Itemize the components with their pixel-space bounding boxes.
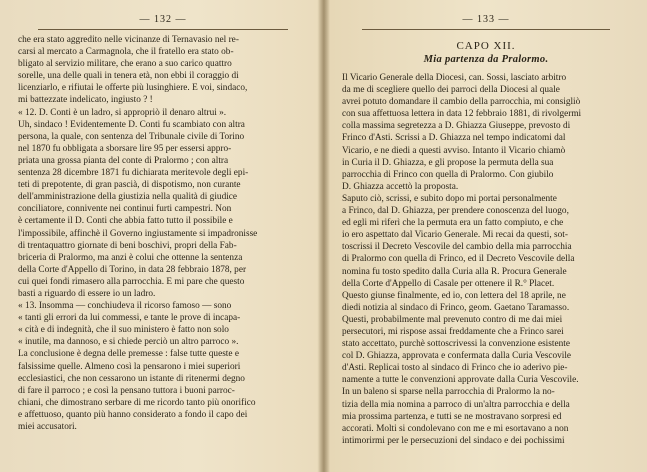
text-line: Frinco d'Asti. Scrissi a D. Ghiazza nel tempo indicatomi dal <box>342 133 566 144</box>
text-line: e affettuoso, quanto più hanno considerato a fondo il capo dei <box>18 409 248 420</box>
text-line: parrocchia di Frinco con quella di Pralormo. Con giubilo <box>342 169 554 180</box>
text-line: licenziarlo, e rifiutai le offerte più lusinghiere. E voi, sindaco, <box>18 83 248 94</box>
text-line: « tanti gli errori da lui commessi, e tante le prove di incapa- <box>18 313 241 324</box>
chapter-heading: CAPO XII. <box>456 40 516 52</box>
text-line: chiani, che dimostrano serbare di me ricordo tanto più onorifico <box>18 397 256 408</box>
text-line: che era stato aggredito nelle vicinanze di Ternavasio nel re- <box>18 35 239 45</box>
text-line: D. Ghiazza accettò la proposta. <box>342 181 459 192</box>
left-page <box>18 0 308 472</box>
text-line: col D. Ghiazza, approvata e confermata dalla Curia Vescovile <box>342 351 572 362</box>
text-line: da me di scegliere quello dei parroci della Diocesi al quale <box>342 85 560 96</box>
text-line: conciliatore, connivente nei continui furti campestri. Non <box>18 204 232 215</box>
chapter-title: Mia partenza da Pralormo. <box>423 54 549 65</box>
text-line: della Corte d'Appello di Casale per ottenere il R.° Placet. <box>342 278 555 289</box>
text-line: nel 1870 fu obbligata a sborsare lire 95 per essersi appro- <box>18 143 232 154</box>
right-page-number: — 133 — <box>462 14 510 25</box>
text-line: « 12. D. Conti è un ladro, si appropriò il denaro altrui ». <box>18 107 227 118</box>
text-line: La conclusione è degna delle premesse : false tutte queste e <box>18 349 239 360</box>
text-line: carsi al mercato a Carmagnola, che il fratello era stato ob- <box>18 47 234 58</box>
text-line: Il Vicario Generale della Diocesi, can. Sossi, lasciato arbitro <box>342 73 567 83</box>
text-line: cui quei fondi rimasero alla parrocchia. E mi pare che questo <box>18 276 245 287</box>
left-header-rule <box>38 29 288 30</box>
text-line: colla massima segretezza a D. Ghiazza Giuseppe, prevosto di <box>342 121 571 132</box>
text-line: persecutori, mi rispose assai freddamente che a Frinco sarei <box>342 326 564 337</box>
text-line: ecclesiastici, che non cessarono un istante di ritenermi degno <box>18 373 245 384</box>
book-gutter <box>318 0 330 472</box>
text-line: ed egli mi riferì che la permuta era un fatto compiuto, e che <box>342 218 564 229</box>
text-line: persona, la quale, con sentenza del Tribunale civile di Torino <box>18 131 245 142</box>
right-page <box>342 0 630 472</box>
text-line: teti di prepotente, di gran pascià, di dispotismo, non curante <box>18 180 241 191</box>
right-page-text <box>342 34 630 447</box>
text-line: Questo giunse finalmente, ed io, con lettera del 18 aprile, ne <box>342 290 566 301</box>
text-line: dell'amministrazione della giustizia nella qualità di giudice <box>18 192 238 203</box>
text-line: « 13. Insomma — conchiudeva il ricorso famoso — sono <box>18 301 232 312</box>
text-line: bligato al servizio militare, che erano a suo carico quattro <box>18 59 232 70</box>
text-line: di trentaquattro giornate di beni boschivi, propri della Fab- <box>18 240 237 251</box>
text-line: nomina fu tosto spedito dalla Curia alla R. Procura Generale <box>342 266 567 277</box>
text-line: è certamente il D. Conti che abbia fatto tutto il possibile e <box>18 216 233 227</box>
right-header-rule <box>362 29 610 30</box>
text-line: io ero aspettato dal Vicario Generale. Mi recai da questi, sot- <box>342 230 568 241</box>
left-page-text <box>18 34 308 433</box>
text-line: di fare il parroco ; e così la pensano tuttora i buoni parroc- <box>18 385 235 396</box>
text-line: toscrissi il Decreto Vescovile del cambio della mia parrocchia <box>342 242 572 253</box>
left-page-number: — 132 — <box>139 14 187 25</box>
text-line: mi battezzate indelicato, ingiusto ? ! <box>18 95 153 106</box>
text-line: stato accettato, purchè sottoscrivessi la convenzione esistente <box>342 339 570 350</box>
text-line: della Corte d'Appello di Torino, in data 28 febbraio 1878, per <box>18 264 247 275</box>
text-line: Questi, probabilmente mal prevenuto contro di me dai miei <box>342 314 563 325</box>
text-line: « cità e di indegnità, che il suo ministero è fatto non solo <box>18 325 229 336</box>
text-line: mia prossima partenza, e tutti se ne mostravano sorpresi ed <box>342 411 562 422</box>
text-line: l'impossibile, affinchè il Governo ingiustamente si impadronisse <box>18 228 258 239</box>
text-line: Vicario, e ne diedi a questi avviso. Intanto il Vicario chiamò <box>342 145 566 156</box>
text-line: diedi notizia al sindaco di Frinco, geom. Gaetano Taramasso. <box>342 302 570 313</box>
text-line: briceria di Pralormo, ma anzi è colui che ottenne la sentenza <box>18 252 243 263</box>
text-line: priata una grossa pianta del conte di Pralormo ; con altra <box>18 155 229 166</box>
text-line: accorati. Molti si condolevano con me e mi esortavano a non <box>342 423 569 434</box>
text-line: di Pralormo con quella di Frinco, ed il Decreto Vescovile della <box>342 254 575 265</box>
text-line: in Curia il D. Ghiazza, e gli propose la permuta della sua <box>342 157 554 168</box>
text-line: In un baleno si sparse nella parrocchia di Pralormo la no- <box>342 387 555 398</box>
text-line: Uh, sindaco ! Evidentemente D. Conti fu scambiato con altra <box>18 119 245 130</box>
text-line: Saputo ciò, scrissi, e subito dopo mi portai personalmente <box>342 193 557 204</box>
text-line: « inutile, ma dannoso, e si chiede perciò un altro parroco ». <box>18 337 239 348</box>
text-line: intimorirmi per le persecuzioni del sindaco e dei pochissimi <box>342 435 565 446</box>
text-line: namente a tutte le convenzioni approvate dalla Curia Vescovile. <box>342 375 579 386</box>
text-line: sentenza 28 dicembre 1871 fu dichiarata meritevole degli epi- <box>18 168 249 179</box>
text-line: basti a riguardo di essere io un ladro. <box>18 288 156 299</box>
text-line: miei accusatori. <box>18 422 77 432</box>
text-line: falsissime quelle. Almeno così la pensarono i miei superiori <box>18 361 241 372</box>
text-line: a Frinco, dal D. Ghiazza, per prendere conoscenza del luogo, <box>342 206 569 217</box>
text-line: avrei potuto domandare il cambio della parrocchia, mi consigliò <box>342 97 581 108</box>
text-line: tizia della mia nomina a parroco di un'altra parrocchia e della <box>342 399 570 410</box>
text-line: con sua affettuosa lettera in data 12 febbraio 1881, di rivolgermi <box>342 109 582 120</box>
text-line: sorelle, una delle quali in tenera età, non ebbi il coraggio di <box>18 71 239 82</box>
text-line: d'Asti. Replicai tosto al sindaco di Frinco che io aderivo pie- <box>342 363 568 374</box>
